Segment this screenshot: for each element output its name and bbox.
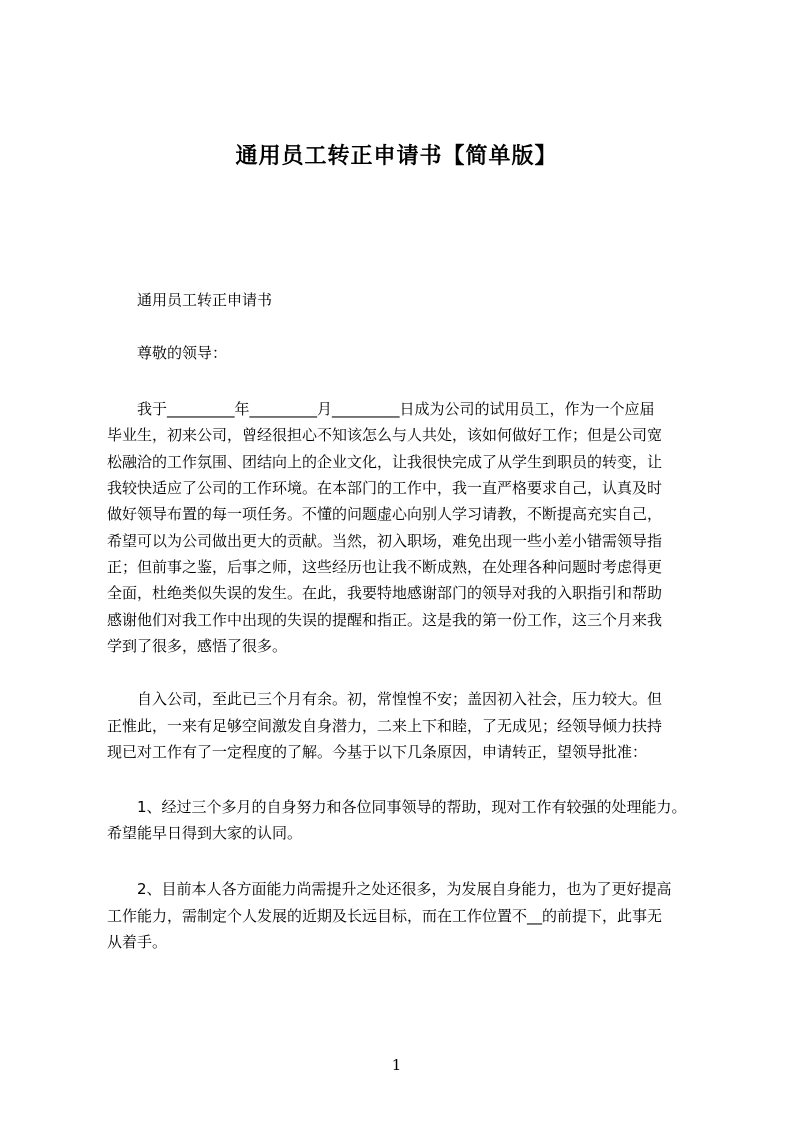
paragraph-line: 现已对工作有了一定程度的了解。今基于以下几条原因，申请转正，望领导批准： <box>107 743 648 761</box>
paragraph-line: 工作能力，需制定个人发展的近期及长远目标，而在工作位置不__的前提下，此事无 <box>107 907 663 925</box>
paragraph-line: 我于_________年_________月_________日成为公司的试用员工，作为一个应届 <box>137 400 655 418</box>
paragraph-line: 我较快适应了公司的工作环境。在本部门的工作中，我一直严格要求自己，认真及时 <box>107 479 663 497</box>
page-number: 1 <box>391 1056 402 1074</box>
paragraph-line: 自入公司，至此已三个月有余。初，常惶惶不安；盖因初入社会，压力较大。但 <box>137 690 663 708</box>
paragraph-line: 感谢他们对我工作中出现的失误的提醒和指正。这是我的第一份工作，这三个月来我 <box>107 611 663 629</box>
paragraph-line: 毕业生，初来公司，曾经很担心不知该怎么与人共处，该如何做好工作；但是公司宽 <box>107 426 663 444</box>
paragraph-line: 正；但前事之鉴，后事之师，这些经历也让我不断成熟，在处理各种问题时考虑得更 <box>107 558 663 576</box>
salutation: 尊敬的领导： <box>137 344 228 362</box>
paragraph-line: 做好领导布置的每一项任务。不懂的问题虚心向别人学习请教，不断提高充实自己， <box>107 505 663 523</box>
subtitle: 通用员工转正申请书 <box>137 291 273 309</box>
paragraph-line: 从着手。 <box>107 933 168 951</box>
paragraph-line: 希望可以为公司做出更大的贡献。当然，初入职场，难免出现一些小差小错需领导指 <box>107 532 663 550</box>
document-title: 通用员工转正申请书【简单版】 <box>235 144 558 169</box>
paragraph-line: 松融洽的工作氛围、团结向上的企业文化，让我很快完成了从学生到职员的转变，让 <box>107 453 663 471</box>
paragraph-line: 全面，杜绝类似失误的发生。在此，我要特地感谢部门的领导对我的入职指引和帮助 <box>107 584 663 602</box>
paragraph-line: 正惟此，一来有足够空间激发自身潜力，二来上下和睦，了无成见；经领导倾力扶持 <box>107 717 663 735</box>
paragraph-line: 1、经过三个多月的自身努力和各位同事领导的帮助，现对工作有较强的处理能力。 <box>137 798 687 816</box>
paragraph-line: 希望能早日得到大家的认同。 <box>107 824 303 842</box>
paragraph-line: 学到了很多，感悟了很多。 <box>107 637 288 655</box>
paragraph-line: 2、目前本人各方面能力尚需提升之处还很多，为发展自身能力，也为了更好提高 <box>137 880 672 898</box>
